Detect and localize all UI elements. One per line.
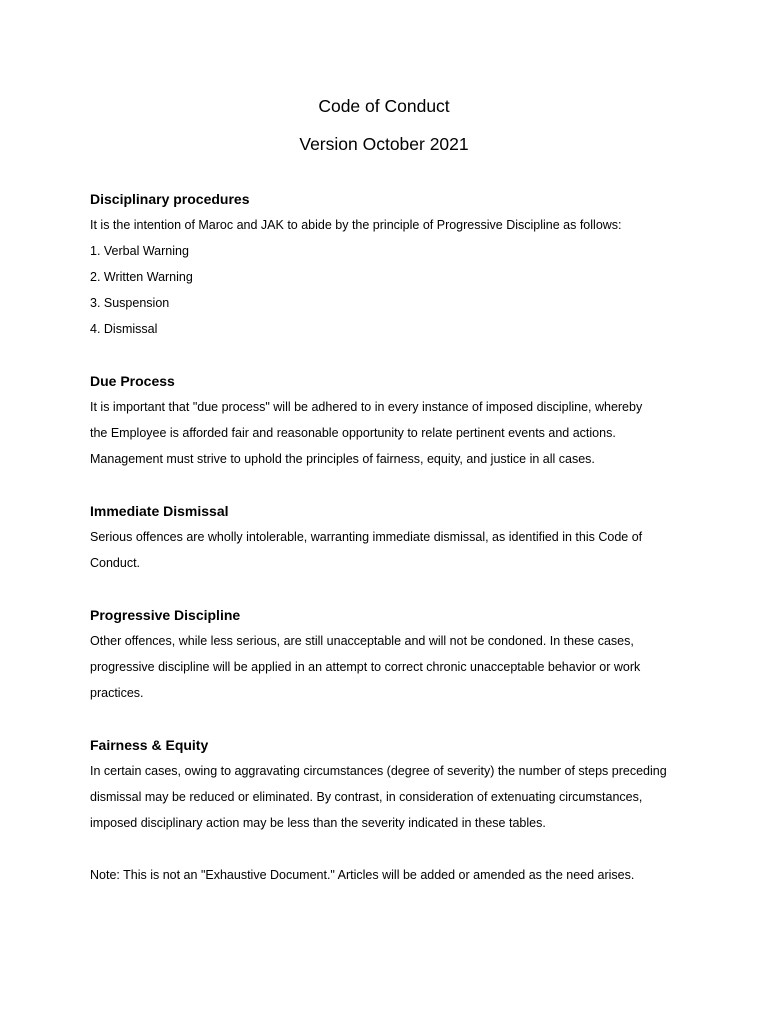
paragraph-line: Conduct. <box>90 556 141 570</box>
paragraph-line: Serious offences are wholly intolerable, warranting immediate dismissal, as identified in this Code of <box>90 530 643 544</box>
paragraph-line: Other offences, while less serious, are still unacceptable and will not be condoned. In these cases, <box>90 634 634 648</box>
document-title: Code of Conduct <box>318 96 450 116</box>
document-version: Version October 2021 <box>299 134 469 154</box>
paragraph-line: It is important that "due process" will be adhered to in every instance of imposed discipline, whereby <box>90 400 643 414</box>
section-spacer <box>90 576 690 602</box>
section-heading: Progressive Discipline <box>90 607 241 623</box>
section-heading: Due Process <box>90 373 175 389</box>
section-heading: Fairness & Equity <box>90 737 209 753</box>
paragraph-line: dismissal may be reduced or eliminated. By contrast, in consideration of extenuating circumstances, <box>90 790 643 804</box>
paragraph-line: Management must strive to uphold the principles of fairness, equity, and justice in all cases. <box>90 452 595 466</box>
paragraph-line: In certain cases, owing to aggravating circumstances (degree of severity) the number of steps preceding <box>90 764 667 778</box>
document-body <box>90 186 690 888</box>
paragraph-line: progressive discipline will be applied in an attempt to correct chronic unacceptable behavior or work <box>90 660 641 674</box>
section-spacer <box>90 836 690 862</box>
section-spacer <box>90 706 690 732</box>
list-item: 2. Written Warning <box>90 270 193 284</box>
paragraph-line: the Employee is afforded fair and reasonable opportunity to relate pertinent events and actions. <box>90 426 616 440</box>
section-heading: Immediate Dismissal <box>90 503 229 519</box>
discipline-steps-list <box>90 238 690 342</box>
section-fairness-equity <box>90 732 690 836</box>
paragraph-line: practices. <box>90 686 144 700</box>
paragraph-line: imposed disciplinary action may be less than the severity indicated in these tables. <box>90 816 546 830</box>
list-item: 1. Verbal Warning <box>90 244 189 258</box>
section-disciplinary-procedures <box>90 186 690 342</box>
list-item: 3. Suspension <box>90 296 170 310</box>
section-progressive-discipline <box>90 602 690 706</box>
paragraph-line: It is the intention of Maroc and JAK to abide by the principle of Progressive Discipline as follows: <box>90 218 622 232</box>
list-item: 4. Dismissal <box>90 322 158 336</box>
document-note: Note: This is not an "Exhaustive Document." Articles will be added or amended as the need arises. <box>90 868 635 882</box>
section-spacer <box>90 342 690 368</box>
section-spacer <box>90 472 690 498</box>
section-due-process <box>90 368 690 472</box>
section-immediate-dismissal <box>90 498 690 576</box>
section-heading: Disciplinary procedures <box>90 191 250 207</box>
